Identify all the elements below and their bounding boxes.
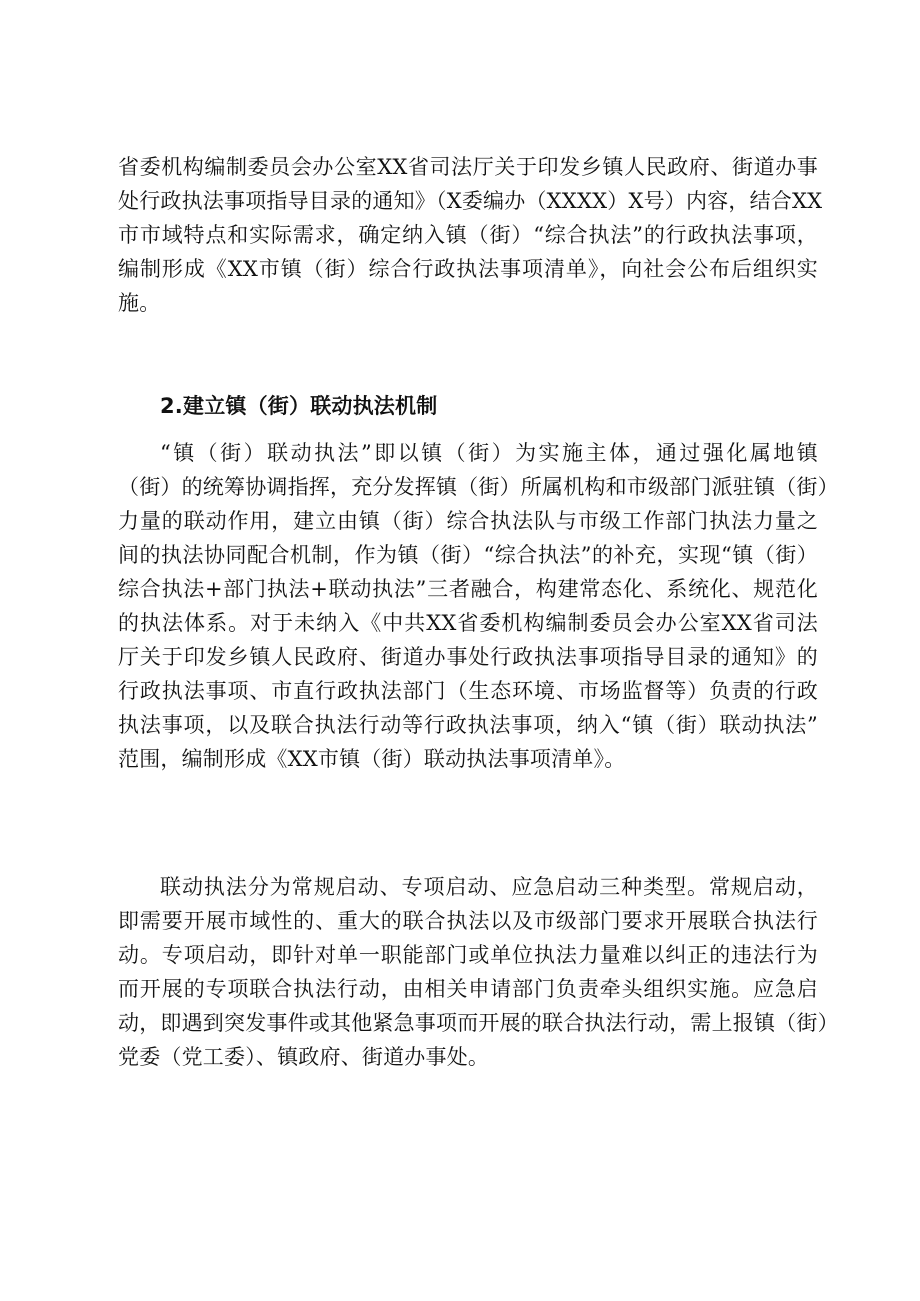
text-line: 行政执法事项、市直行政执法部门（生态环境、市场监督等）负责的行政 [118, 679, 818, 703]
text-line: 执法事项，以及联合执法行动等行政执法事项，纳入“镇（街）联动执法” [118, 713, 818, 737]
paragraph-3 [118, 870, 839, 1074]
paragraph-1 [118, 150, 823, 320]
text-line: 联动执法分为常规启动、专项启动、应急启动三种类型。常规启动， [160, 875, 818, 899]
text-line: 间的执法协同配合机制，作为镇（街）“综合执法”的补充，实现“镇（街） [118, 543, 818, 567]
text-line: 范围，编制形成《XX市镇（街）联动执法事项清单》。 [118, 747, 626, 771]
text-line: 动，即遇到突发事件或其他紧急事项而开展的联合执法行动，需上报镇（街） [118, 1011, 839, 1035]
text-line: 动。专项启动，即针对单一职能部门或单位执法力量难以纠正的违法行为 [118, 943, 818, 967]
text-line: 即需要开展市域性的、重大的联合执法以及市级部门要求开展联合执法行 [118, 909, 818, 933]
text-line: “镇（街）联动执法”即以镇（街）为实施主体，通过强化属地镇 [160, 441, 818, 465]
paragraph-2 [118, 436, 839, 776]
text-line: （街）的统筹协调指挥，充分发挥镇（街）所属机构和市级部门派驻镇（街） [118, 475, 839, 499]
text-line: 施。 [118, 291, 161, 315]
text-line: 力量的联动作用，建立由镇（街）综合执法队与市级工作部门执法力量之 [118, 509, 818, 533]
section-heading: 2.建立镇（街）联动执法机制 [160, 394, 438, 418]
text-line: 综合执法+部门执法+联动执法”三者融合，构建常态化、系统化、规范化 [118, 577, 818, 601]
text-line: 省委机构编制委员会办公室XX省司法厅关于印发乡镇人民政府、街道办事 [118, 155, 818, 179]
text-line: 处行政执法事项指导目录的通知》（X委编办（XXXX）X号）内容，结合XX [118, 189, 823, 213]
text-line: 厅关于印发乡镇人民政府、街道办事处行政执法事项指导目录的通知》的 [118, 645, 818, 669]
text-line: 编制形成《XX市镇（街）综合行政执法事项清单》，向社会公布后组织实 [118, 257, 818, 281]
text-line: 的执法体系。对于未纳入《中共XX省委机构编制委员会办公室XX省司法 [118, 611, 818, 635]
section-heading-block [118, 389, 818, 423]
text-line: 党委（党工委）、镇政府、街道办事处。 [118, 1045, 490, 1069]
text-line: 市市域特点和实际需求，确定纳入镇（街）“综合执法”的行政执法事项， [118, 223, 818, 247]
text-line: 而开展的专项联合执法行动，由相关申请部门负责牵头组织实施。应急启 [118, 977, 818, 1001]
